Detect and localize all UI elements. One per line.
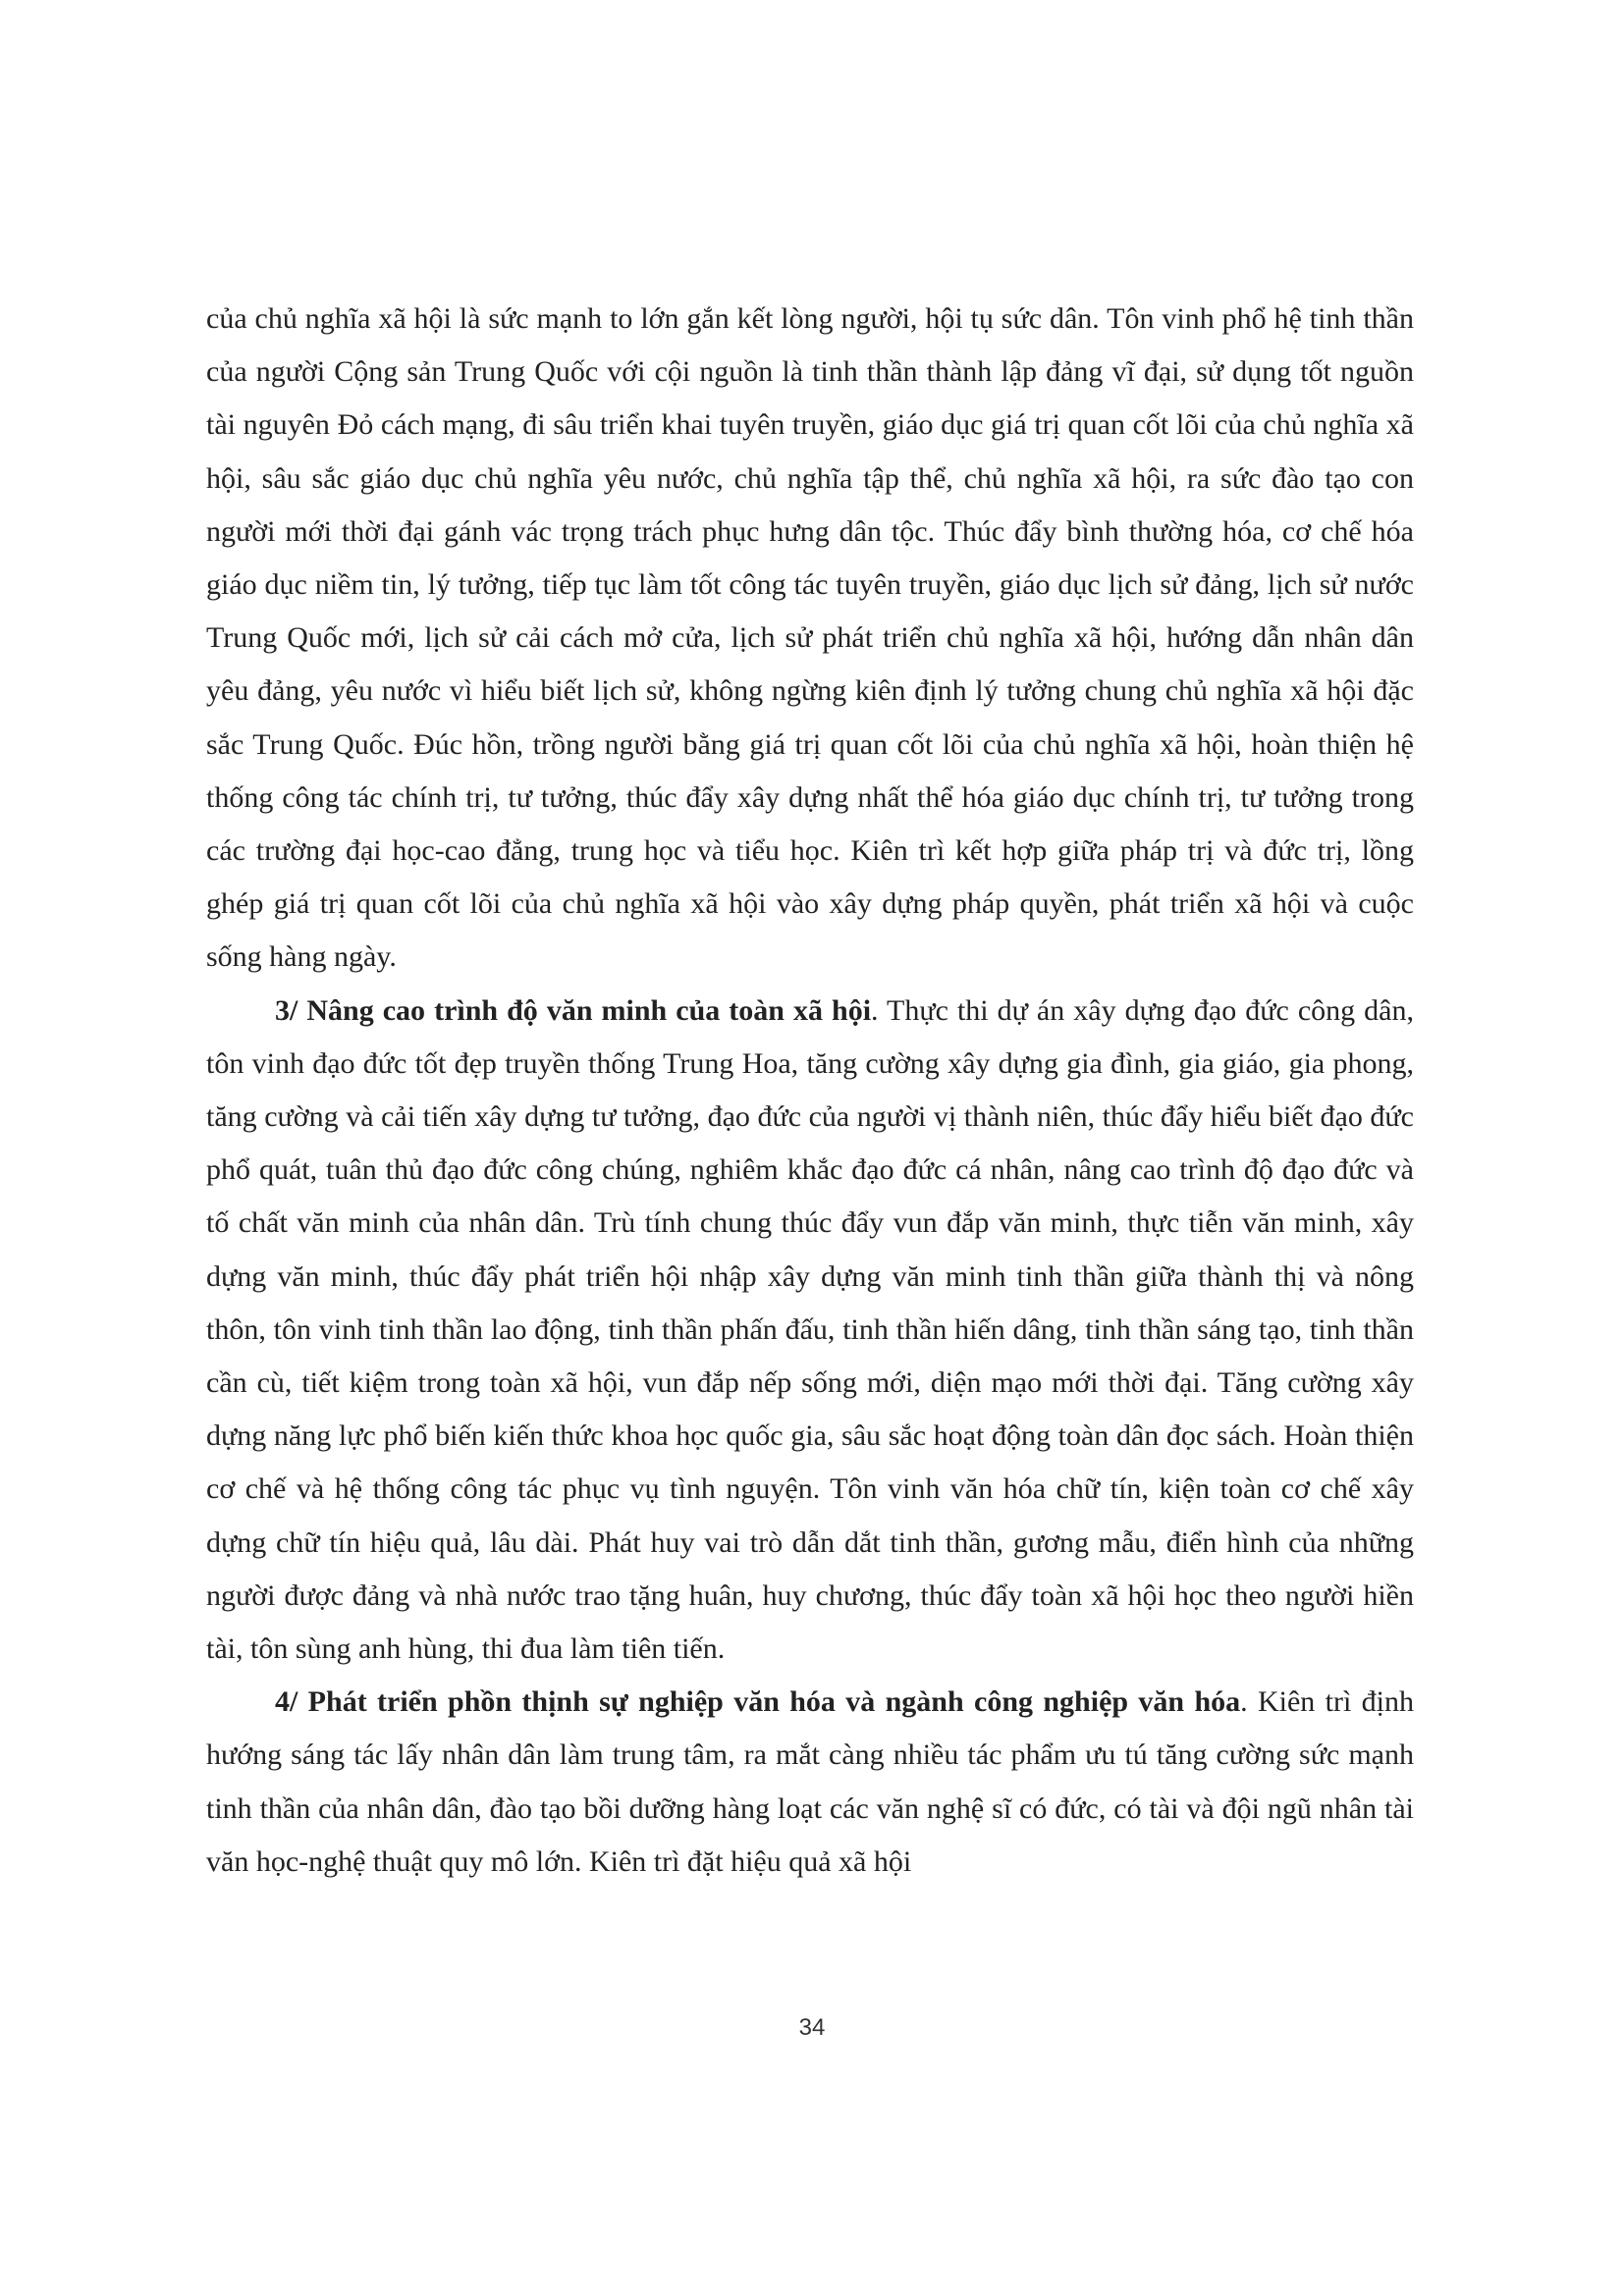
paragraph-2 <box>206 985 1414 1677</box>
section-heading-4: 4/ Phát triển phồn thịnh sự nghiệp văn hóa và ngành công nghiệp văn hóa <box>275 1685 1241 1719</box>
section-heading-3: 3/ Nâng cao trình độ văn minh của toàn xã hội <box>275 993 872 1027</box>
page-body <box>206 293 1414 1889</box>
paragraph-2-text: . Thực thi dự án xây dựng đạo đức công dân, tôn vinh đạo đức tốt đẹp truyền thống Trung Hoa, tăng cường xây dựng gia đình, gia giáo, gia phong, tăng cường và cải tiến xây dựng tư tưởng, đạo đức của người vị thành niên, thúc đẩy hiểu biết đạo đức phổ quát, tuân thủ đạo đức công chúng, nghiêm khắc đạo đức cá nhân, nâng cao trình độ đạo đức và tố chất văn minh của nhân dân. Trù tính chung thúc đẩy vun đắp văn minh, thực tiễn văn minh, xây dựng văn minh, thúc đẩy phát triển hội nhập xây dựng văn minh tinh thần giữa thành thị và nông thôn, tôn vinh tinh thần lao động, tinh thần phấn đấu, tinh thần hiến dâng, tinh thần sáng tạo, tinh thần cần cù, tiết kiệm trong toàn xã hội, vun đắp nếp sống mới, diện mạo mới thời đại. Tăng cường xây dựng năng lực phổ biến kiến thức khoa học quốc gia, sâu sắc hoạt động toàn dân đọc sách. Hoàn thiện cơ chế và hệ thống công tác phục vụ tình nguyện. Tôn vinh văn hóa chữ tín, kiện toàn cơ chế xây dựng chữ tín hiệu quả, lâu dài. Phát huy vai trò dẫn dắt tinh thần, gương mẫu, điển hình của những người được đảng và nhà nước trao tặng huân, huy chương, thúc đẩy toàn xã hội học theo người hiền tài, tôn sùng anh hùng, thi đua làm tiên tiến. <box>206 993 1414 1666</box>
paragraph-3-text: . Kiên trì định hướng sáng tác lấy nhân dân làm trung tâm, ra mắt càng nhiều tác phẩm ưu tú tăng cường sức mạnh tinh thần của nhân dân, đào tạo bồi dưỡng hàng loạt các văn nghệ sĩ có đức, có tài và đội ngũ nhân tài văn học-nghệ thuật quy mô lớn. Kiên trì đặt hiệu quả xã hội <box>206 1685 1414 1878</box>
page-number: 34 <box>798 2014 826 2041</box>
paragraph-1 <box>206 293 1414 985</box>
paragraph-3 <box>206 1676 1414 1889</box>
paragraph-1-text: của chủ nghĩa xã hội là sức mạnh to lớn gắn kết lòng người, hội tụ sức dân. Tôn vinh phổ hệ tinh thần của người Cộng sản Trung Quốc với cội nguồn là tinh thần thành lập đảng vĩ đại, sử dụng tốt nguồn tài nguyên Đỏ cách mạng, đi sâu triển khai tuyên truyền, giáo dục giá trị quan cốt lõi của chủ nghĩa xã hội, sâu sắc giáo dục chủ nghĩa yêu nước, chủ nghĩa tập thể, chủ nghĩa xã hội, ra sức đào tạo con người mới thời đại gánh vác trọng trách phục hưng dân tộc. Thúc đẩy bình thường hóa, cơ chế hóa giáo dục niềm tin, lý tưởng, tiếp tục làm tốt công tác tuyên truyền, giáo dục lịch sử đảng, lịch sử nước Trung Quốc mới, lịch sử cải cách mở cửa, lịch sử phát triển chủ nghĩa xã hội, hướng dẫn nhân dân yêu đảng, yêu nước vì hiểu biết lịch sử, không ngừng kiên định lý tưởng chung chủ nghĩa xã hội đặc sắc Trung Quốc. Đúc hồn, trồng người bằng giá trị quan cốt lõi của chủ nghĩa xã hội, hoàn thiện hệ thống công tác chính trị, tư tưởng, thúc đẩy xây dựng nhất thể hóa giáo dục chính trị, tư tưởng trong các trường đại học-cao đẳng, trung học và tiểu học. Kiên trì kết hợp giữa pháp trị và đức trị, lồng ghép giá trị quan cốt lõi của chủ nghĩa xã hội vào xây dựng pháp quyền, phát triển xã hội và cuộc sống hàng ngày. <box>206 302 1414 974</box>
